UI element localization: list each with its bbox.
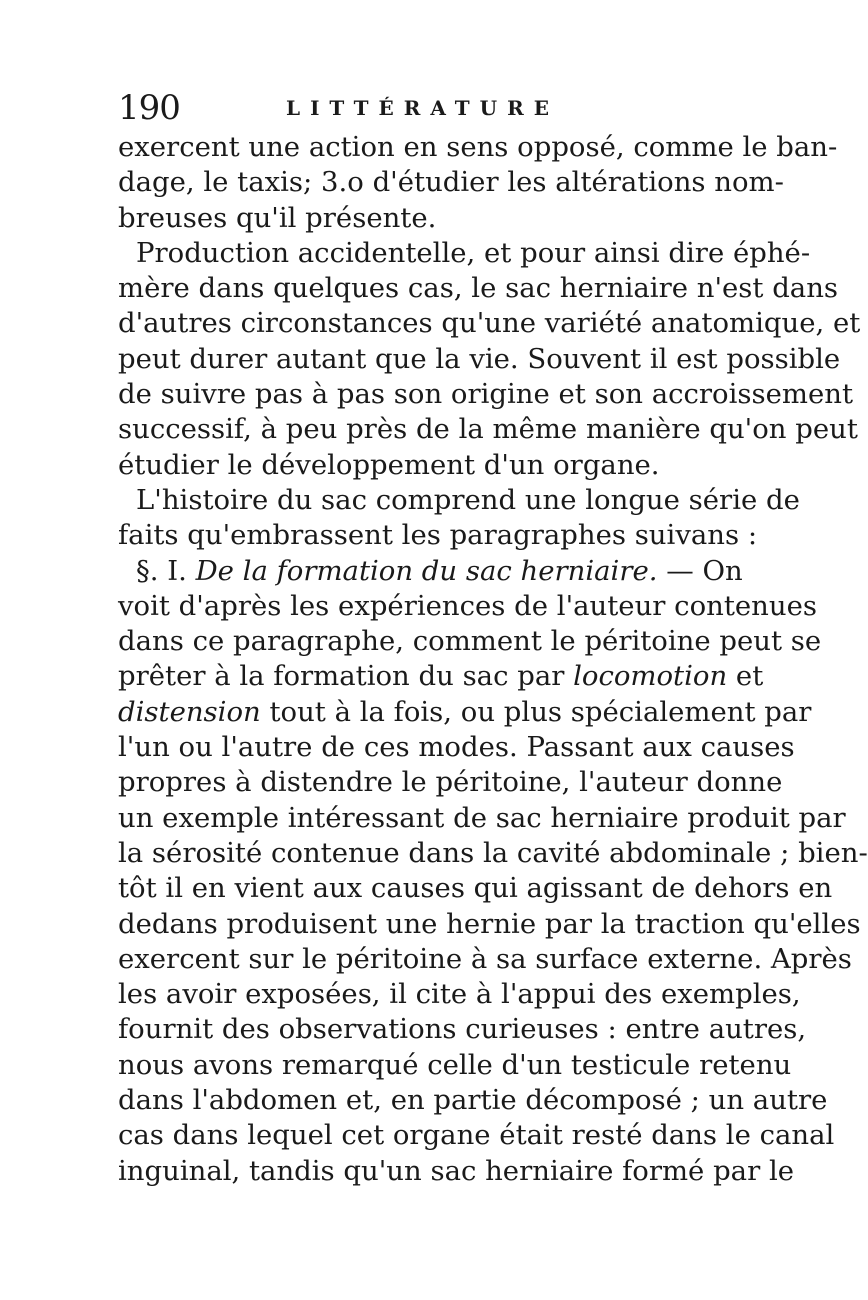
body-text xyxy=(118,130,868,1189)
text-line: un exemple intéressant de sac herniaire produit par xyxy=(118,801,846,834)
text-line: mère dans quelques cas, le sac herniaire n'est dans xyxy=(118,272,839,305)
text-line: dans ce paragraphe, comment le péritoine peut se xyxy=(118,625,822,658)
italic-text: distension xyxy=(118,695,261,728)
text-line: Production accidentelle, et pour ainsi dire éphé- xyxy=(136,236,811,269)
running-head: LITTÉRATURE xyxy=(286,96,559,120)
page-header xyxy=(118,88,698,128)
text-line: étudier le développement d'un organe. xyxy=(118,448,660,481)
text-line: faits qu'embrassent les paragraphes suivans : xyxy=(118,519,758,552)
text-line: la sérosité contenue dans la cavité abdominale ; bien- xyxy=(118,836,868,869)
text-line: les avoir exposées, il cite à l'appui des exemples, xyxy=(118,978,801,1011)
text-line: exercent une action en sens opposé, comme le ban- xyxy=(118,131,838,163)
text-segment: — On xyxy=(657,554,743,587)
text-line: dage, le taxis; 3.o d'étudier les altérations nom- xyxy=(118,166,784,199)
text-line xyxy=(118,659,764,694)
text-line: d'autres circonstances qu'une variété anatomique, et xyxy=(118,307,861,340)
text-line: L'histoire du sac comprend une longue série de xyxy=(136,483,800,516)
page-number: 190 xyxy=(118,88,180,128)
text-line: propres à distendre le péritoine, l'auteur donne xyxy=(118,766,783,799)
text-line: cas dans lequel cet organe était resté dans le canal xyxy=(118,1119,835,1152)
text-line: peut durer autant que la vie. Souvent il est possible xyxy=(118,342,841,375)
text-line: voit d'après les expériences de l'auteur contenues xyxy=(118,589,817,622)
text-line: inguinal, tandis qu'un sac herniaire formé par le xyxy=(118,1154,795,1187)
text-line: successif, à peu près de la même manière qu'on peut xyxy=(118,413,858,446)
italic-text: De la formation du sac herniaire. xyxy=(195,554,658,587)
italic-text: locomotion xyxy=(573,660,728,693)
text-line: fournit des observations curieuses : entre autres, xyxy=(118,1013,807,1046)
text-line: breuses qu'il présente. xyxy=(118,201,437,234)
text-line: tôt il en vient aux causes qui agissant de dehors en xyxy=(118,872,833,905)
text-segment: tout à la fois, ou plus spécialement par xyxy=(260,695,812,728)
text-line: exercent sur le péritoine à sa surface externe. Après xyxy=(118,942,852,975)
text-line: de suivre pas à pas son origine et son accroissement xyxy=(118,378,854,411)
text-segment: §. I. xyxy=(136,554,196,587)
text-line: dans l'abdomen et, en partie décomposé ; un autre xyxy=(118,1084,828,1117)
text-segment: prêter à la formation du sac par xyxy=(118,660,574,693)
text-line xyxy=(118,695,812,730)
text-segment: et xyxy=(727,660,764,693)
text-line: dedans produisent une hernie par la traction qu'elles xyxy=(118,907,861,940)
text-line: l'un ou l'autre de ces modes. Passant aux causes xyxy=(118,731,795,764)
text-line: nous avons remarqué celle d'un testicule retenu xyxy=(118,1048,792,1081)
text-line xyxy=(118,554,743,589)
